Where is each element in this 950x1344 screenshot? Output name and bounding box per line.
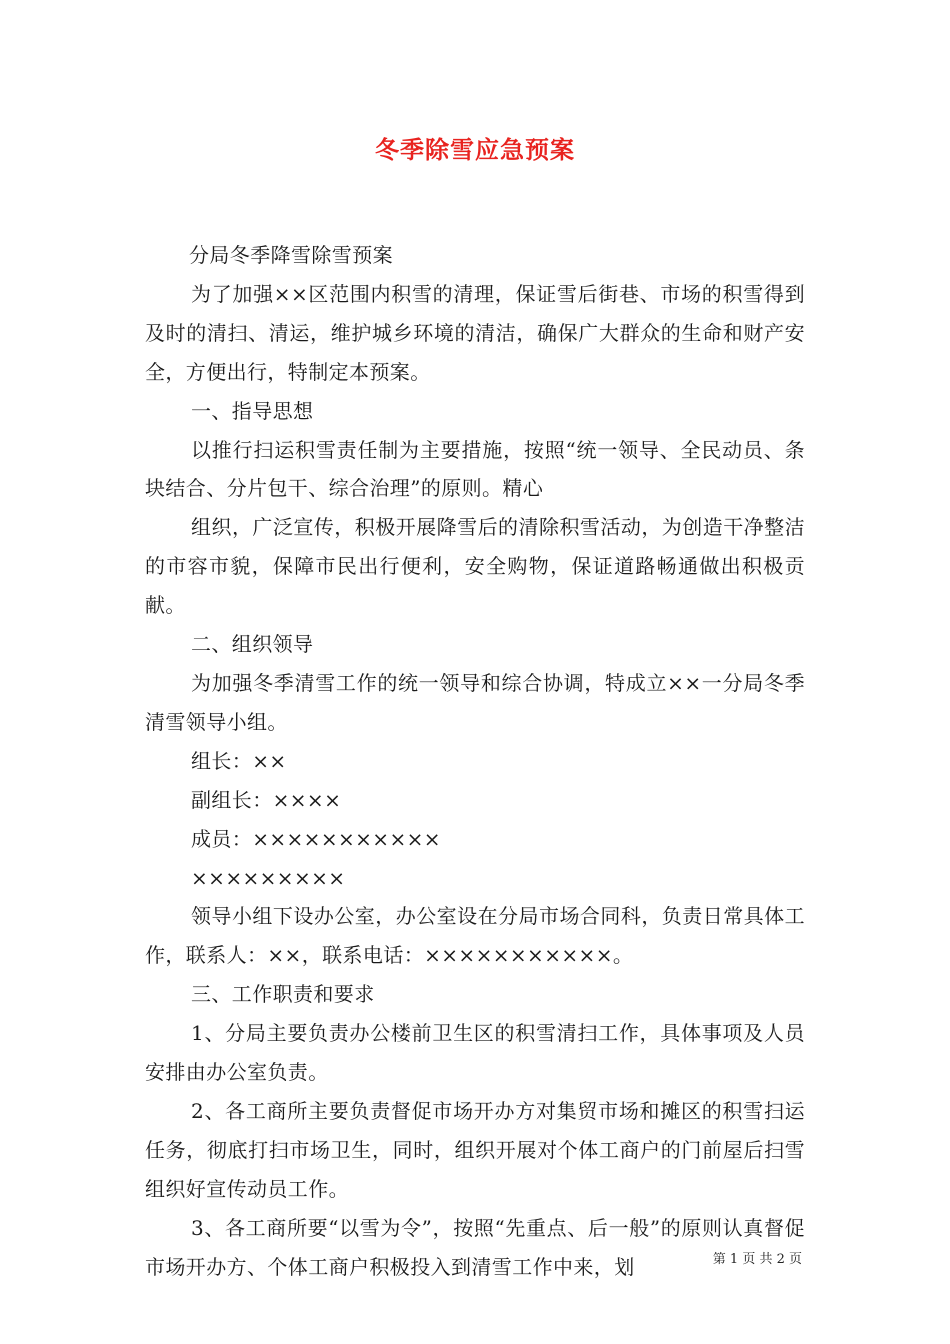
section-heading-guiding-thought: 一、指导思想	[191, 398, 314, 423]
paragraph-guiding-thought: 以推行扫运积雪责任制为主要措施，按照“统一领导、全民动员、条块结合、分片包干、综合治理”的原则。精心	[145, 437, 805, 501]
paragraph-leadership-group: 为加强冬季清雪工作的统一领导和综合协调，特成立××一分局冬季清雪领导小组。	[145, 670, 805, 734]
page-number: 第 1 页 共 2 页	[712, 1252, 802, 1267]
document-title: 冬季除雪应急预案	[375, 135, 575, 164]
section-heading-leadership: 二、组织领导	[191, 632, 314, 657]
section-heading-duties: 三、工作职责和要求	[191, 982, 375, 1007]
paragraph-group-leader: 组长：××	[191, 748, 287, 773]
paragraph-intro: 为了加强××区范围内积雪的清理，保证雪后街巷、市场的积雪得到及时的清扫、清运，维护城乡环境的清洁，确保广大群众的生命和财产安全，方便出行，特制定本预案。	[145, 281, 805, 384]
document-subtitle: 分局冬季降雪除雪预案	[189, 243, 393, 267]
paragraph-office: 领导小组下设办公室，办公室设在分局市场合同科，负责日常具体工作，联系人：××，联系电话：×××××××××××。	[145, 904, 805, 968]
document-body	[145, 236, 805, 1286]
paragraph-duty-3: 3、各工商所要“以雪为令”，按照“先重点、后一般”的原则认真督促市场开办方、个体工商户积极投入到清雪工作中来，划	[145, 1215, 805, 1279]
paragraph-duty-1: 1、分局主要负责办公楼前卫生区的积雪清扫工作，具体事项及人员安排由办公室负责。	[145, 1021, 805, 1085]
paragraph-members-continued: ×××××××××	[191, 865, 346, 890]
paragraph-members: 成员：×××××××××××	[191, 826, 441, 851]
paragraph-deputy-leader: 副组长：××××	[191, 787, 342, 812]
paragraph-duty-2: 2、各工商所主要负责督促市场开办方对集贸市场和摊区的积雪扫运任务，彻底打扫市场卫生，同时，组织开展对个体工商户的门前屋后扫雪组织好宣传动员工作。	[145, 1098, 805, 1201]
paragraph-organize: 组织，广泛宣传，积极开展降雪后的清除积雪活动，为创造干净整洁的市容市貌，保障市民出行便利，安全购物，保证道路畅通做出积极贡献。	[145, 515, 805, 618]
